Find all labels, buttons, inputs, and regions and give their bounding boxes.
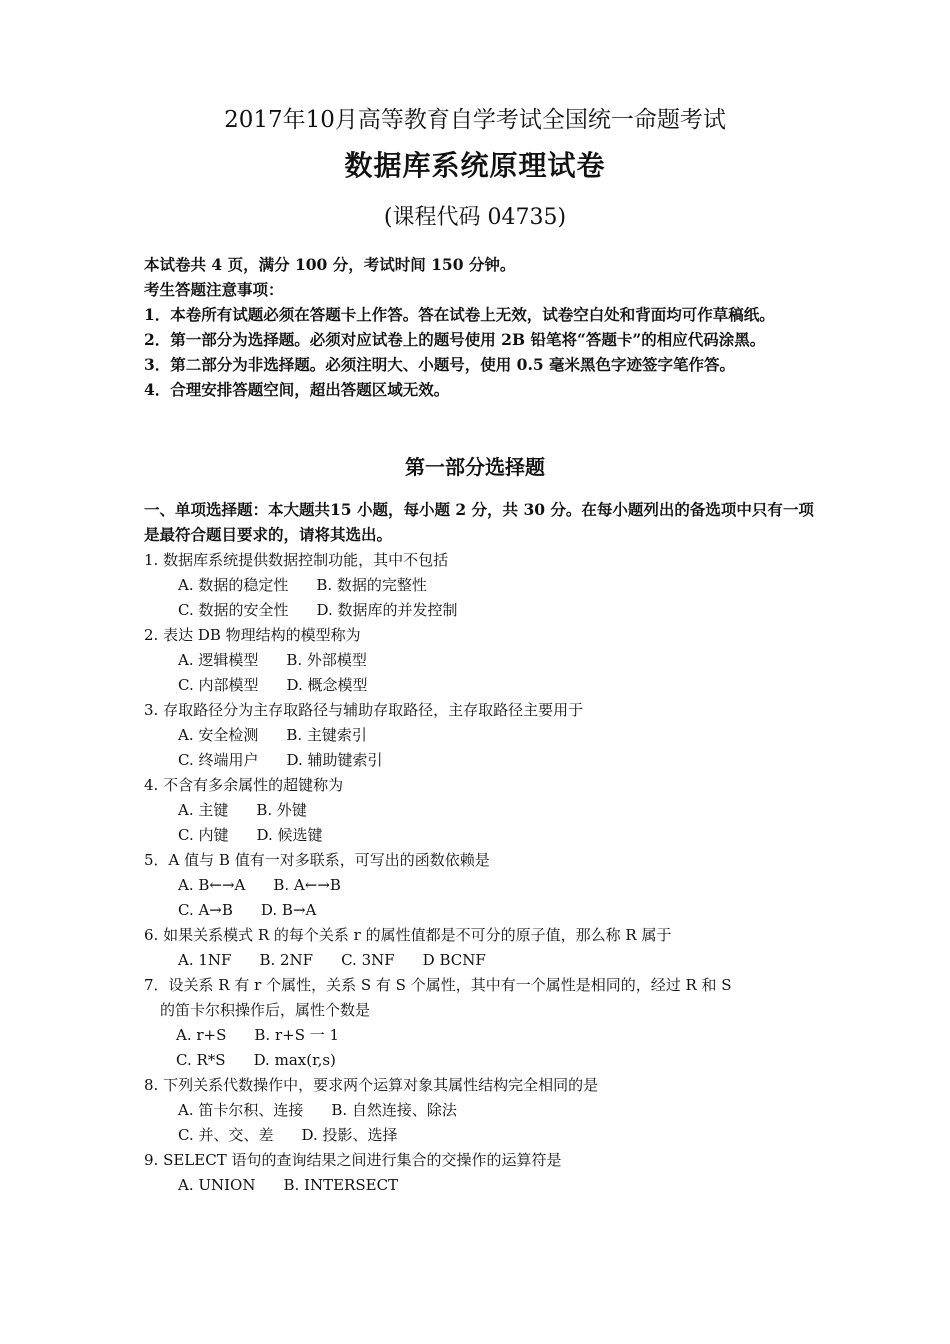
course-code: (课程代码 04735) bbox=[383, 205, 567, 230]
answer-option: D. 投影、选择 bbox=[301, 1126, 398, 1144]
option-row bbox=[144, 598, 814, 623]
option-row bbox=[144, 798, 814, 823]
answer-option: B. 外键 bbox=[256, 801, 307, 819]
question-stem: 2. 表达 DB 物理结构的模型称为 bbox=[144, 626, 361, 644]
option-row bbox=[144, 723, 814, 748]
answer-option: C. 终端用户 bbox=[178, 751, 259, 769]
answer-option: C. A→B bbox=[178, 901, 233, 919]
answer-option: D BCNF bbox=[422, 951, 486, 969]
option-row bbox=[144, 873, 814, 898]
answer-option: B. 数据的完整性 bbox=[316, 576, 427, 594]
answer-option: D. 辅助键索引 bbox=[286, 751, 383, 769]
option-row bbox=[144, 948, 814, 973]
option-row bbox=[144, 748, 814, 773]
answer-option: B. 自然连接、除法 bbox=[331, 1101, 457, 1119]
question-stem: 8. 下列关系代数操作中，要求两个运算对象其属性结构完全相同的是 bbox=[144, 1076, 599, 1094]
answer-option: B. r+S 一 1 bbox=[254, 1026, 340, 1044]
paper-title: 数据库系统原理试卷 bbox=[344, 149, 606, 182]
answer-option: D. B→A bbox=[260, 901, 317, 919]
option-row bbox=[144, 673, 814, 698]
question-stem: 5．A 值与 B 值有一对多联系，可写出的函数依赖是 bbox=[144, 851, 490, 869]
question-stem: 9. SELECT 语句的查询结果之间进行集合的交操作的运算符是 bbox=[144, 1151, 562, 1169]
question-stem: 6. 如果关系模式 R 的每个关系 r 的属性值都是不可分的原子值，那么称 R 属于 bbox=[144, 926, 672, 944]
answer-option: B. INTERSECT bbox=[283, 1176, 399, 1194]
section-instructions: 一、单项选择题：本大题共15 小题，每小题 2 分，共 30 分。在每小题列出的备选项中只有一项是最符合题目要求的，请将其选出。 bbox=[144, 500, 814, 544]
question-item bbox=[144, 1073, 814, 1148]
question-item bbox=[144, 548, 814, 623]
option-row bbox=[144, 648, 814, 673]
answer-option: B. 主键索引 bbox=[286, 726, 367, 744]
answer-option: A. 笛卡尔积、连接 bbox=[178, 1101, 304, 1119]
answer-option: C. 内键 bbox=[178, 826, 229, 844]
exam-notes bbox=[144, 252, 814, 402]
exam-title: 2017年10月高等教育自学考试全国统一命题考试 bbox=[224, 107, 726, 133]
note-line: 3．第二部分为非选择题。必须注明大、小题号，使用 0.5 毫米黑色字迹签字笔作答。 bbox=[144, 355, 736, 374]
answer-option: C. 内部模型 bbox=[178, 676, 259, 694]
answer-option: A. r+S bbox=[176, 1026, 227, 1044]
option-row bbox=[144, 573, 814, 598]
question-item bbox=[144, 1148, 814, 1198]
question-stem: 4. 不含有多余属性的超键称为 bbox=[144, 776, 344, 794]
note-line: 2．第一部分为选择题。必须对应试卷上的题号使用 2B 铅笔将“答题卡”的相应代码涂黑。 bbox=[144, 330, 766, 349]
question-stem-continued: 的笛卡尔积操作后，属性个数是 bbox=[160, 1001, 371, 1019]
option-row bbox=[144, 1123, 814, 1148]
note-line: 4．合理安排答题空间，超出答题区域无效。 bbox=[144, 380, 450, 399]
answer-option: C. 数据的安全性 bbox=[178, 601, 289, 619]
answer-option: A. B←→A bbox=[178, 876, 246, 894]
answer-option: D. 候选键 bbox=[256, 826, 323, 844]
question-stem: 1. 数据库系统提供数据控制功能，其中不包括 bbox=[144, 551, 449, 569]
answer-option: A. 数据的稳定性 bbox=[178, 576, 289, 594]
option-row bbox=[144, 898, 814, 923]
answer-option: D. max(r,s) bbox=[253, 1051, 336, 1069]
note-line: 考生答题注意事项： bbox=[144, 280, 284, 299]
answer-option: D. 数据库的并发控制 bbox=[316, 601, 458, 619]
question-list bbox=[144, 548, 814, 1198]
option-row bbox=[144, 823, 814, 848]
answer-option: A. 逻辑模型 bbox=[178, 651, 259, 669]
answer-option: A. UNION bbox=[178, 1176, 256, 1194]
option-row bbox=[144, 1023, 814, 1048]
answer-option: C. 并、交、差 bbox=[178, 1126, 274, 1144]
note-line: 1．本卷所有试题必须在答题卡上作答。答在试卷上无效，试卷空白处和背面均可作草稿纸。 bbox=[144, 305, 775, 324]
answer-option: B. A←→B bbox=[273, 876, 341, 894]
answer-option: A. 主键 bbox=[178, 801, 229, 819]
answer-option: A. 1NF bbox=[178, 951, 232, 969]
answer-option: C. R*S bbox=[176, 1051, 226, 1069]
question-item bbox=[144, 773, 814, 848]
question-item bbox=[144, 973, 814, 1073]
question-stem: 7．设关系 R 有 r 个属性，关系 S 有 S 个属性，其中有一个属性是相同的，经过 R 和 S bbox=[144, 976, 732, 994]
section-title: 第一部分选择题 bbox=[405, 455, 545, 479]
answer-option: C. 3NF bbox=[341, 951, 395, 969]
question-item bbox=[144, 923, 814, 973]
question-item bbox=[144, 848, 814, 923]
answer-option: A. 安全检测 bbox=[178, 726, 259, 744]
option-row bbox=[144, 1098, 814, 1123]
answer-option: D. 概念模型 bbox=[286, 676, 368, 694]
question-item bbox=[144, 623, 814, 698]
option-row bbox=[144, 1173, 814, 1198]
answer-option: B. 外部模型 bbox=[286, 651, 367, 669]
answer-option: B. 2NF bbox=[259, 951, 314, 969]
note-line: 本试卷共 4 页，满分 100 分，考试时间 150 分钟。 bbox=[144, 255, 516, 274]
question-item bbox=[144, 698, 814, 773]
question-stem: 3. 存取路径分为主存取路径与辅助存取路径，主存取路径主要用于 bbox=[144, 701, 584, 719]
option-row bbox=[144, 1048, 814, 1073]
